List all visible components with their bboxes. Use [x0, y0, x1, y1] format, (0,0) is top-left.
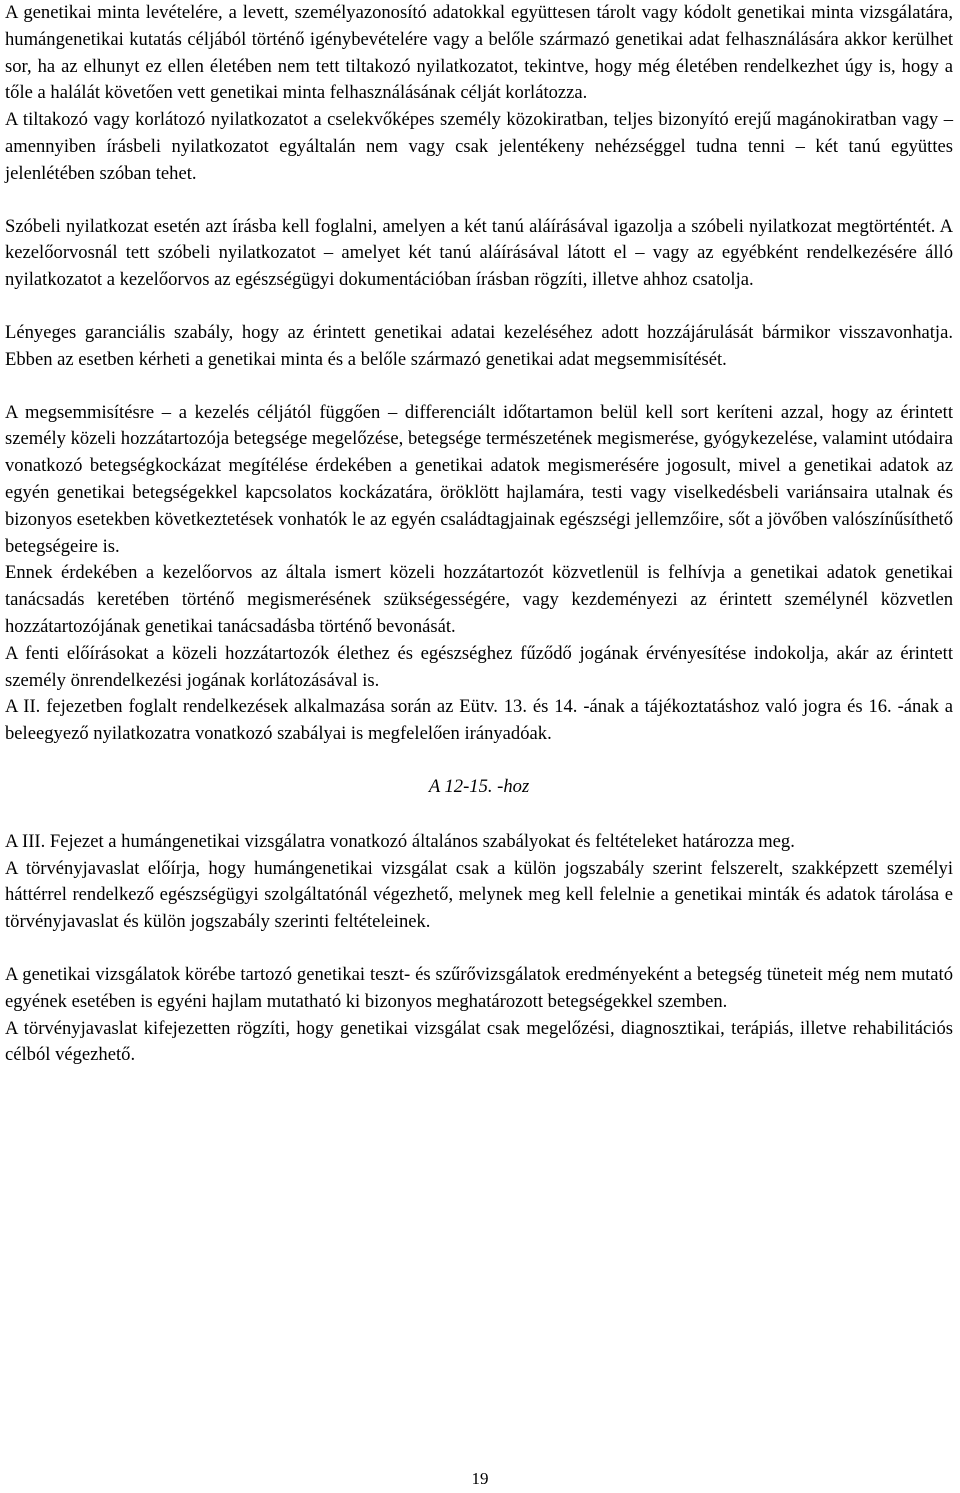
paragraph-screening-tests: A genetikai vizsgálatok körébe tartozó genetikai teszt- és szűrővizsgálatok eredményeként a betegség tüneteit még nem mutató egyének esetében is egyéni hajlam mutatható ki bizonyos meghatározott betegségekkel szemben. — [5, 963, 953, 1012]
paragraph-chapter-two-provisions: A II. fejezetben foglalt rendelkezések alkalmazása során az Eütv. 13. és 14. -ának a tájékoztatáshoz való jogra és 16. -ának a beleegyező nyilatkozatra vonatkozó szabályai is megfelelően irányadóak. — [5, 696, 953, 745]
paragraph-permitted-purposes: A törvényjavaslat kifejezetten rögzíti, hogy genetikai vizsgálat csak megelőzési, diagnosztikai, terápiás, illetve rehabilitációs célból végezhető. — [5, 1017, 953, 1066]
paragraph-deceased-genetic-sample: A genetikai minta levételére, a levett, személyazonosító adatokkal együttesen tárolt vagy kódolt genetikai minta vizsgálatára, humángenetikai kutatás céljából történő igénybevételére vagy a belőle származó genetikai adat felhasználására akkor kerülhet sor, ha az elhunyt ez ellen életében nem tett tiltakozó nyilatkozatot, tekintve, hogy még életében rendelkezhet úgy is, hogy a tőle a halálát követően vett genetikai minta felhasználásának célját korlátozza. — [5, 2, 953, 104]
paragraph-chapter-three: A III. Fejezet a humángenetikai vizsgálatra vonatkozó általános szabályokat és feltételeket határozza meg. — [5, 830, 795, 852]
paragraph-oral-declaration: Szóbeli nyilatkozat esetén azt írásba kell foglalni, amelyen a két tanú aláírásával igazolja a szóbeli nyilatkozat megtörténtét. A kezelőorvosnál tett szóbeli nyilatkozatot – amelyet két tanú aláírásával látott el – vagy az egyébként rendelkezésére álló nyilatkozatot a kezelőorvos az egészségügyi dokumentációban írásban rögzíti, illetve ahhoz csatolja. — [5, 215, 953, 291]
paragraph-destruction: A megsemmisítésre – a kezelés céljától függően – differenciált időtartamon belül kell sort keríteni azzal, hogy az érintett személy közeli hozzátartozója betegsége megelőzése, betegsége természetének megismerése, gyógykezelése, valamint utódaira vonatkozó betegségkockázat megítélése érdekében a genetikai adatok megismerésére jogosult, mivel a genetikai adatok az egyén genetikai betegségekkel kapcsolatos kockázatára, öröklött hajlamára, testi vagy viselkedésbeli variánsaira utalnak és bizonyos esetekben következtetések vonhatók le az egyén családtagjainak egészségi jellemzőire, sőt a jövőben valószínűsíthető betegségeire is. — [5, 401, 953, 557]
page-number: 19 — [471, 1469, 489, 1488]
paragraph-objection-declaration: A tiltakozó vagy korlátozó nyilatkozatot a cselekvőképes személy közokiratban, teljes bizonyító erejű magánokiratban vagy – amennyiben írásbeli nyilatkozatot egyáltalán nem vagy csak jelentékeny nehézséggel tudna tenni – két tanú együttes jelenlétében szóban tehet. — [5, 109, 953, 184]
paragraph-provider-requirements: A törvényjavaslat előírja, hogy humángenetikai vizsgálat csak a külön jogszabály szerint felszerelt, szakképzett személyi háttérrel rendelkező egészségügyi szolgáltatónál végezhető, melynek meg kell felelnie a genetikai minták és adatok tárolása e törvényjavaslat és külön jogszabály szerinti feltételeinek. — [5, 857, 953, 933]
paragraph-relatives-rights: A fenti előírásokat a közeli hozzátartozók élethez és egészséghez fűződő jogának érvényesítése indokolja, akár az érintett személy önrendelkezési jogának korlátozásával is. — [5, 642, 953, 691]
paragraph-physician-notification: Ennek érdekében a kezelőorvos az általa ismert közeli hozzátartozót közvetlenül is felhívja a genetikai adatok genetikai tanácsadás keretében történő megismerésének szükségességére, vagy kezdeményezi az érintett személynél közvetlen hozzátartozójának genetikai tanácsadásba történő bevonását. — [5, 562, 953, 637]
paragraph-consent-withdrawal: Lényeges garanciális szabály, hogy az érintett genetikai adatai kezeléséhez adott hozzájárulását bármikor visszavonhatja. Ebben az esetben kérheti a genetikai minta és a belőle származó genetikai adat megsemmisítését. — [5, 321, 953, 370]
section-heading: A 12-15. -hoz — [428, 775, 530, 797]
